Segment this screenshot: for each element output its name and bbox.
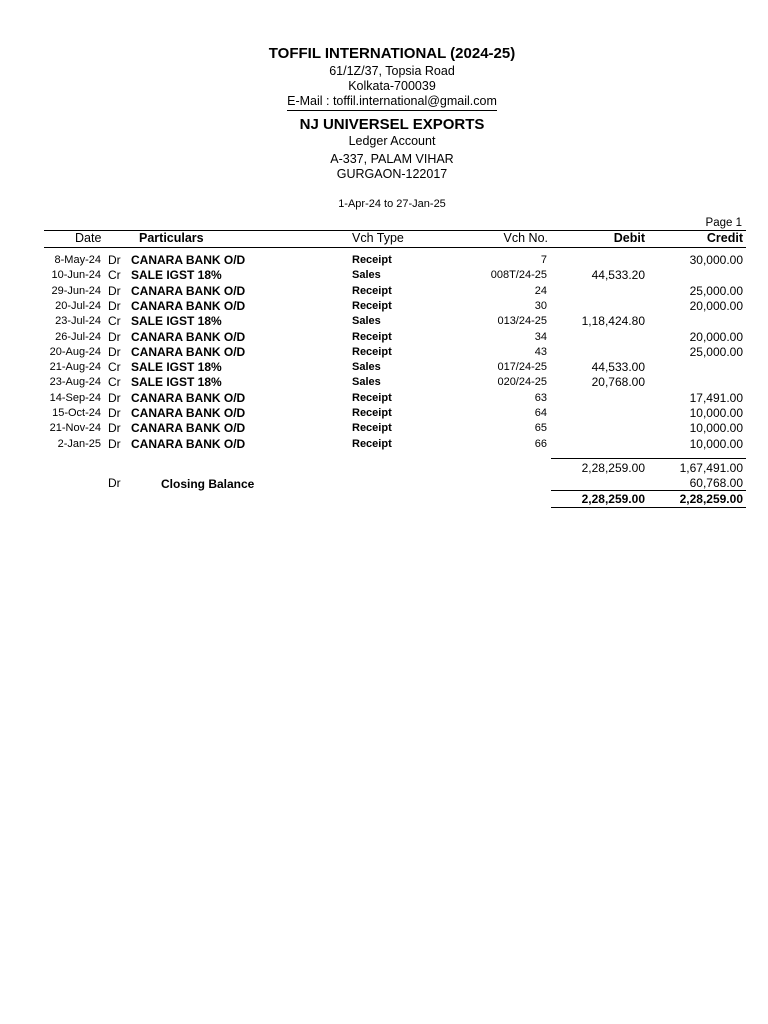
column-header-date: Date	[75, 231, 102, 245]
row-vch-type: Receipt	[352, 330, 392, 343]
row-particulars: CANARA BANK O/D	[131, 329, 246, 344]
header-divider	[287, 110, 497, 111]
row-date: 14-Sep-24	[49, 391, 101, 404]
row-date: 20-Aug-24	[49, 345, 101, 358]
row-credit: 17,491.00	[689, 390, 743, 405]
row-drcr: Cr	[108, 314, 121, 329]
row-vch-no: 020/24-25	[497, 376, 547, 389]
row-vch-type: Sales	[352, 269, 381, 282]
row-vch-type: Receipt	[352, 391, 392, 404]
row-drcr: Dr	[108, 298, 121, 313]
company-address-line2: Kolkata-700039	[348, 79, 436, 93]
company-address-line1: 61/1Z/37, Topsia Road	[329, 64, 455, 78]
column-header-vch-type: Vch Type	[352, 231, 404, 245]
closing-balance-label: Closing Balance	[161, 477, 255, 491]
table-row	[0, 360, 768, 375]
row-date: 21-Aug-24	[49, 361, 101, 374]
row-vch-no: 24	[534, 284, 547, 297]
row-particulars: CANARA BANK O/D	[131, 298, 246, 313]
row-credit: 10,000.00	[689, 421, 743, 436]
period: 1-Apr-24 to 27-Jan-25	[338, 198, 446, 210]
closing-drcr: Dr	[108, 476, 121, 490]
table-row	[0, 406, 768, 421]
row-vch-no: 017/24-25	[497, 361, 547, 374]
row-vch-no: 30	[534, 299, 547, 312]
row-particulars: CANARA BANK O/D	[131, 406, 246, 420]
row-drcr: Dr	[108, 253, 121, 267]
row-particulars: CANARA BANK O/D	[131, 390, 246, 405]
column-header-debit: Debit	[613, 231, 645, 245]
row-date: 10-Jun-24	[51, 269, 101, 282]
row-credit: 20,000.00	[689, 298, 743, 313]
table-row	[0, 299, 768, 314]
row-drcr: Cr	[108, 268, 121, 283]
subtotal-credit: 1,67,491.00	[679, 461, 743, 475]
grand-total-credit: 2,28,259.00	[679, 492, 743, 506]
header-bottom-rule	[44, 247, 746, 248]
row-drcr: Cr	[108, 360, 121, 375]
row-date: 29-Jun-24	[51, 284, 101, 297]
row-vch-no: 013/24-25	[497, 315, 547, 328]
table-row	[0, 330, 768, 345]
row-vch-type: Sales	[352, 315, 381, 328]
table-row	[0, 284, 768, 299]
subtotal-debit: 2,28,259.00	[581, 461, 645, 475]
party-address-line1: A-337, PALAM VIHAR	[330, 152, 454, 166]
row-vch-type: Receipt	[352, 437, 392, 450]
row-particulars: CANARA BANK O/D	[131, 436, 246, 451]
row-particulars: SALE IGST 18%	[131, 268, 222, 283]
row-credit: 25,000.00	[689, 344, 743, 359]
row-particulars: CANARA BANK O/D	[131, 253, 246, 267]
row-credit: 30,000.00	[689, 253, 743, 267]
row-vch-no: 63	[534, 391, 547, 404]
table-row	[0, 268, 768, 283]
row-particulars: CANARA BANK O/D	[131, 421, 246, 436]
row-drcr: Dr	[108, 421, 121, 436]
row-drcr: Dr	[108, 390, 121, 405]
row-credit: 10,000.00	[689, 436, 743, 451]
column-header-credit: Credit	[706, 231, 743, 245]
table-row	[0, 391, 768, 406]
row-particulars: CANARA BANK O/D	[131, 344, 246, 359]
row-drcr: Cr	[108, 375, 121, 390]
row-vch-type: Receipt	[352, 407, 392, 419]
row-date: 23-Jul-24	[55, 315, 101, 328]
row-particulars: SALE IGST 18%	[131, 375, 222, 390]
party-subtitle: Ledger Account	[348, 134, 436, 148]
row-credit: 10,000.00	[689, 406, 743, 420]
row-debit: 44,533.00	[591, 360, 645, 375]
row-vch-type: Receipt	[352, 299, 392, 312]
row-vch-no: 65	[534, 422, 547, 435]
table-row	[0, 253, 768, 268]
table-row	[0, 421, 768, 436]
column-header-vch-no: Vch No.	[503, 231, 548, 245]
grand-total-top-rule	[551, 490, 746, 491]
row-vch-type: Sales	[352, 376, 381, 389]
row-vch-type: Receipt	[352, 284, 392, 297]
closing-balance-credit: 60,768.00	[689, 476, 743, 490]
party-address-line2: GURGAON-122017	[336, 167, 448, 181]
row-particulars: CANARA BANK O/D	[131, 283, 246, 298]
row-debit: 20,768.00	[591, 375, 645, 390]
row-date: 26-Jul-24	[55, 330, 101, 343]
row-vch-no: 008T/24-25	[490, 269, 547, 282]
row-drcr: Dr	[108, 283, 121, 298]
row-debit: 1,18,424.80	[581, 314, 645, 329]
row-drcr: Dr	[108, 436, 121, 451]
table-row	[0, 314, 768, 329]
row-credit: 25,000.00	[689, 283, 743, 298]
grand-total-bottom-rule	[551, 507, 746, 508]
row-vch-type: Sales	[352, 361, 381, 374]
row-date: 2-Jan-25	[57, 437, 101, 450]
company-email: E-Mail : toffil.international@gmail.com	[287, 94, 497, 108]
row-particulars: SALE IGST 18%	[131, 360, 222, 375]
row-vch-no: 64	[534, 407, 547, 419]
row-vch-type: Receipt	[352, 422, 392, 435]
row-vch-no: 34	[534, 330, 547, 343]
table-row	[0, 437, 768, 452]
row-date: 21-Nov-24	[49, 422, 101, 435]
subtotal-rule	[551, 458, 746, 459]
row-vch-no: 66	[534, 437, 547, 450]
row-date: 23-Aug-24	[49, 376, 101, 389]
row-particulars: SALE IGST 18%	[131, 314, 222, 329]
row-date: 20-Jul-24	[55, 299, 101, 312]
row-date: 15-Oct-24	[52, 407, 101, 419]
column-header-particulars: Particulars	[139, 231, 204, 245]
row-credit: 20,000.00	[689, 329, 743, 344]
row-vch-type: Receipt	[352, 345, 392, 358]
company-name: TOFFIL INTERNATIONAL (2024-25)	[268, 45, 516, 62]
row-vch-type: Receipt	[352, 254, 392, 266]
row-drcr: Dr	[108, 406, 121, 420]
row-drcr: Dr	[108, 344, 121, 359]
row-date: 8-May-24	[54, 254, 101, 266]
row-vch-no: 7	[540, 254, 547, 266]
row-debit: 44,533.20	[591, 268, 645, 283]
table-row	[0, 375, 768, 390]
page-label: Page 1	[705, 217, 742, 229]
table-row	[0, 345, 768, 360]
party-name: NJ UNIVERSEL EXPORTS	[299, 116, 485, 133]
row-vch-no: 43	[534, 345, 547, 358]
row-drcr: Dr	[108, 329, 121, 344]
grand-total-debit: 2,28,259.00	[581, 492, 645, 506]
